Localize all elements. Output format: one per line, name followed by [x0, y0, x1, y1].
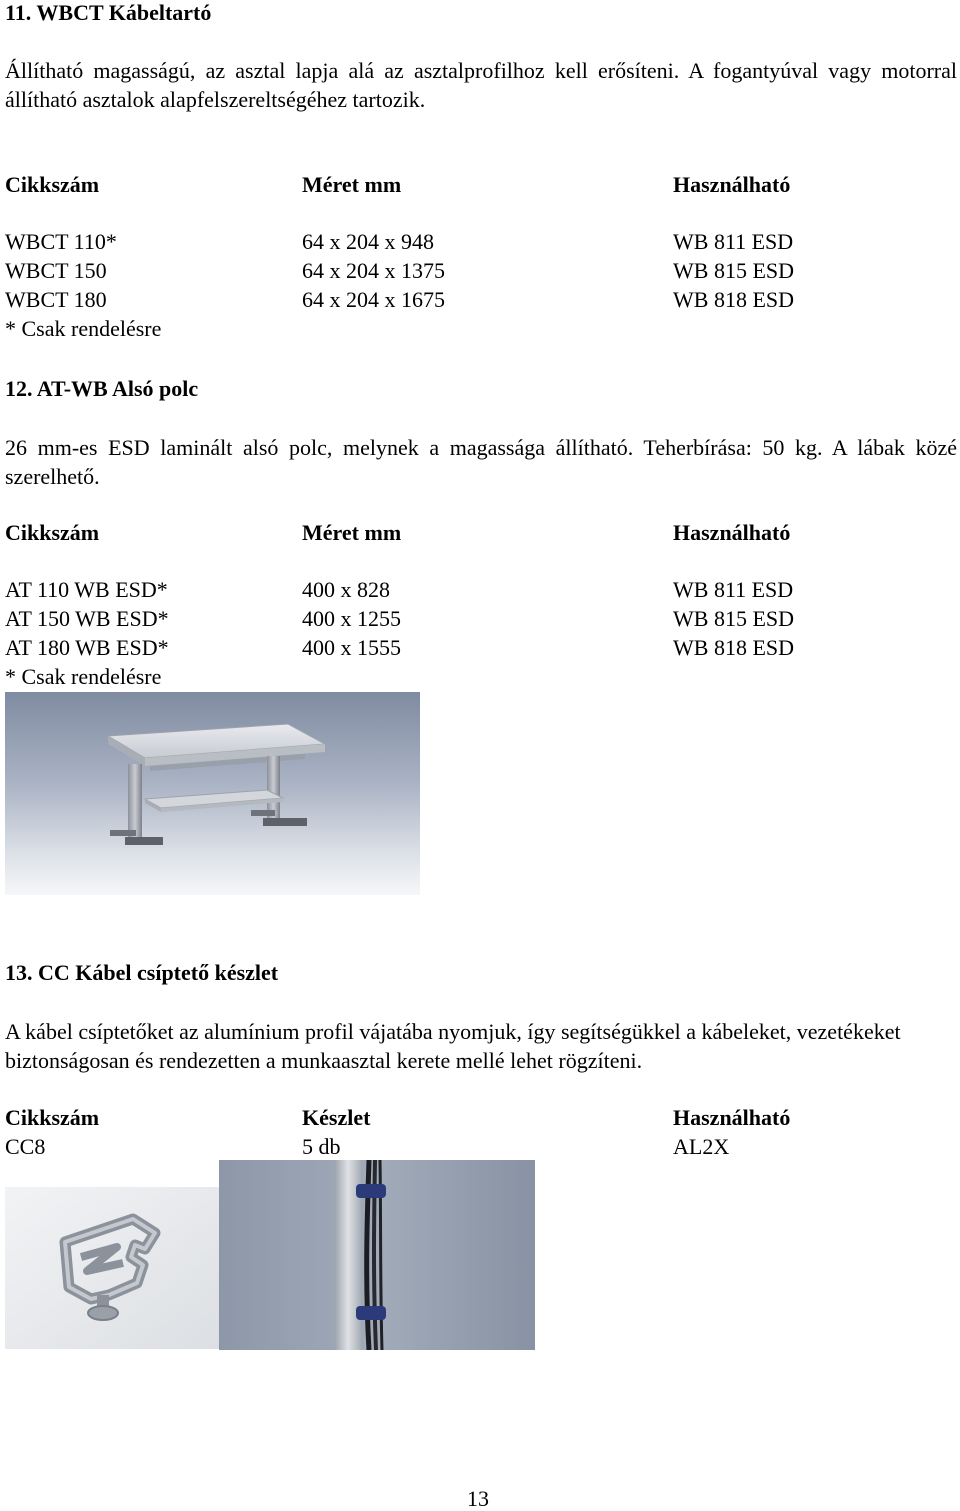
table-12-row-2-usable: WB 815 ESD	[673, 606, 794, 631]
section-12-heading: 12. AT-WB Alsó polc	[5, 376, 199, 401]
table-12-footnote: * Csak rendelésre	[5, 664, 162, 689]
table-11-header-size: Méret mm	[302, 172, 402, 197]
section-13-heading: 13. CC Kábel csíptető készlet	[5, 960, 279, 985]
table-12-header-code: Cikkszám	[5, 520, 100, 545]
table-13-row-1-code: CC8	[5, 1134, 46, 1159]
table-11-row-1-code: WBCT 110*	[5, 229, 117, 254]
table-11-row-2-usable: WB 815 ESD	[673, 258, 794, 283]
table-12-row-3-size: 400 x 1555	[302, 635, 401, 660]
table-11-row-3-code: WBCT 180	[5, 287, 107, 312]
table-11-row-2-code: WBCT 150	[5, 258, 107, 283]
table-11-row-1-usable: WB 811 ESD	[673, 229, 794, 254]
table-11-row-1-size: 64 x 204 x 948	[302, 229, 434, 254]
table-12-row-1-code: AT 110 WB ESD*	[5, 577, 168, 602]
table-13-row-1-usable: AL2X	[673, 1134, 730, 1159]
table-13-header-set: Készlet	[302, 1105, 371, 1130]
workbench-shelf-photo	[5, 692, 420, 895]
table-12-header-usable: Használható	[673, 520, 791, 545]
table-11-row-3-usable: WB 818 ESD	[673, 287, 794, 312]
section-11-heading: 11. WBCT Kábeltartó	[5, 0, 212, 25]
table-13-header-code: Cikkszám	[5, 1105, 100, 1130]
table-11-header-usable: Használható	[673, 172, 791, 197]
profile-with-clips-photo	[219, 1160, 535, 1350]
cable-clip-photo	[5, 1187, 219, 1349]
table-11-row-2-size: 64 x 204 x 1375	[302, 258, 445, 283]
table-12-row-2-code: AT 150 WB ESD*	[5, 606, 169, 631]
table-12-row-1-size: 400 x 828	[302, 577, 390, 602]
table-12-row-3-code: AT 180 WB ESD*	[5, 635, 169, 660]
section-11-paragraph: Állítható magasságú, az asztal lapja alá az asztalprofilhoz kell erősíteni. A fogantyúval vagy motorral állítható asztalok alapfelszereltségéhez tartozik.	[5, 58, 957, 112]
table-12-header-size: Méret mm	[302, 520, 402, 545]
table-12-row-1-usable: WB 811 ESD	[673, 577, 794, 602]
section-12-paragraph: 26 mm-es ESD laminált alsó polc, melynek a magassága állítható. Teherbírása: 50 kg. A lábak közé szerelhető.	[5, 435, 957, 489]
table-12-row-3-usable: WB 818 ESD	[673, 635, 794, 660]
table-13-row-1-set: 5 db	[302, 1134, 341, 1159]
section-13-paragraph: A kábel csíptetőket az alumínium profil vájatába nyomjuk, így segítségükkel a kábeleket, vezetékeket biztonságosan és rendezetten a munkaasztal kerete mellé lehet rögzíteni.	[5, 1019, 901, 1073]
table-11-row-3-size: 64 x 204 x 1675	[302, 287, 445, 312]
page-number: 13	[467, 1486, 489, 1511]
table-11-header-code: Cikkszám	[5, 172, 100, 197]
table-11-footnote: * Csak rendelésre	[5, 316, 162, 341]
table-12-row-2-size: 400 x 1255	[302, 606, 401, 631]
table-13-header-usable: Használható	[673, 1105, 791, 1130]
